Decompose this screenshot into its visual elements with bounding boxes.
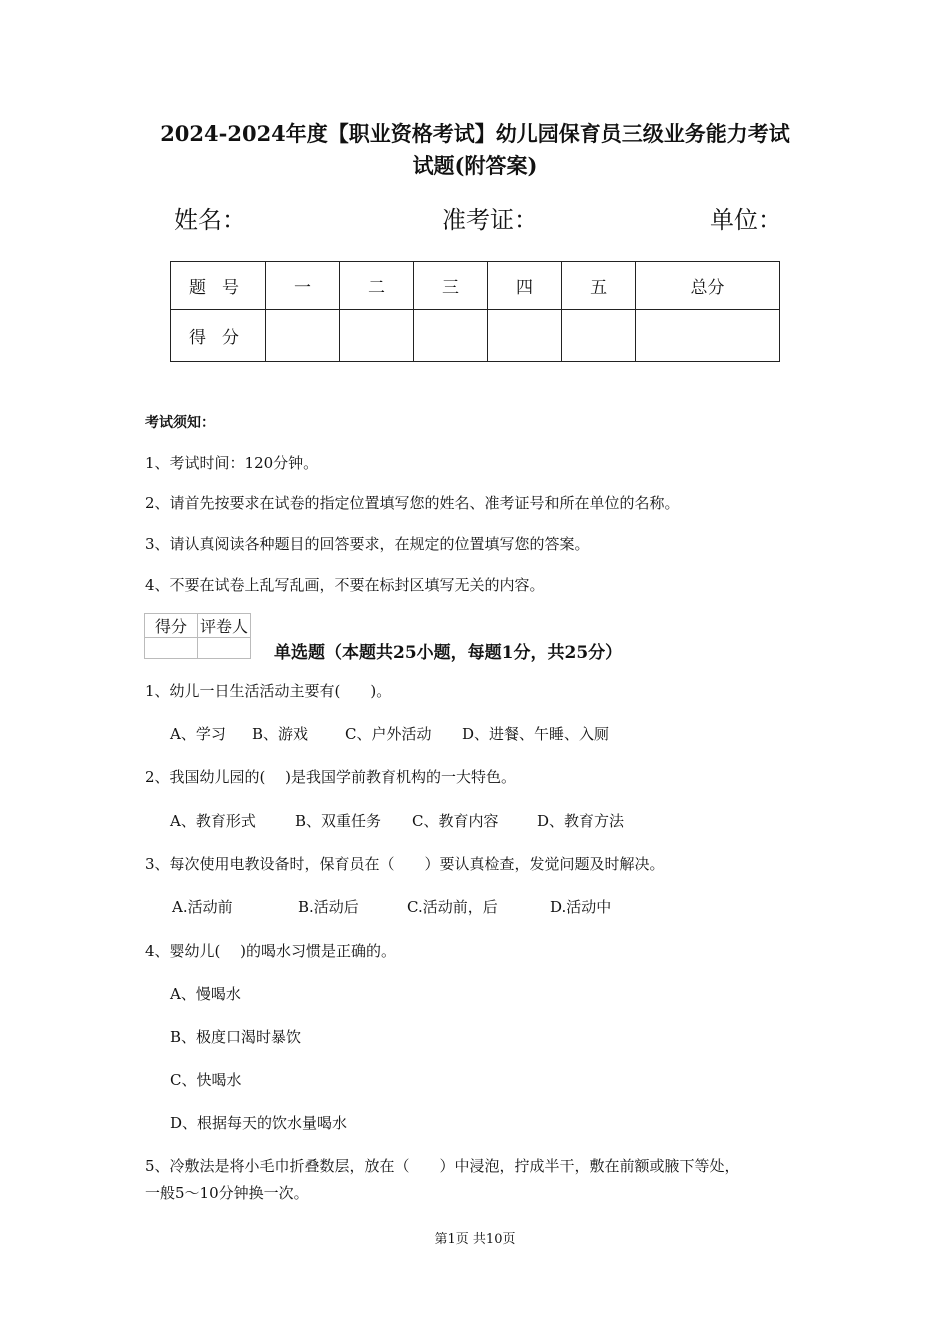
grader-score-label: 得分 [145,614,198,638]
name-label: 姓名： [174,206,246,234]
question-1-stem: 1、幼儿一日生活活动主要有( )。 [145,682,392,700]
column-2: 二 [340,262,414,310]
score-cell-4 [488,310,562,362]
document-title [120,118,830,182]
column-1: 一 [266,262,340,310]
question-4-stem: 4、婴幼儿( )的喝水习惯是正确的。 [145,942,397,960]
column-total: 总分 [636,262,780,310]
question-3-option-d: D.活动中 [550,898,612,916]
grader-name-label: 评卷人 [198,614,251,638]
notice-item-2: 2、请首先按要求在试卷的指定位置填写您的姓名、准考证号和所在单位的名称。 [145,494,680,512]
grader-box [144,613,251,659]
row-label-number: 题号 [171,262,266,310]
score-cell-3 [414,310,488,362]
question-5-stem-line-2: 一般5～10分钟换一次。 [145,1184,309,1202]
candidate-fields [0,200,950,240]
unit-label: 单位： [710,206,782,234]
question-4-option-b: B、极度口渴时暴饮 [170,1028,302,1046]
column-3: 三 [414,262,488,310]
question-5-stem-line-1: 5、冷敷法是将小毛巾折叠数层，放在（ ）中浸泡，拧成半干，敷在前额或腋下等处， [145,1157,740,1175]
title-line-1: 2024-2024年度【职业资格考试】幼儿园保育员三级业务能力考试 [160,121,790,146]
exam-id-label: 准考证： [442,206,538,234]
question-4-option-a: A、慢喝水 [170,985,241,1003]
question-1-option-b: B、游戏 [252,725,309,743]
title-line-2: 试题(附答案) [412,153,538,178]
section-title: 单选题（本题共25小题，每题1分，共25分） [274,643,623,663]
question-2-option-b: B、双重任务 [295,812,382,830]
question-3-option-b: B.活动后 [298,898,359,916]
score-table-score-row [171,310,780,362]
question-1-option-a: A、学习 [170,725,226,743]
question-1-option-d: D、进餐、午睡、入厕 [462,725,610,743]
page-footer: 第1页 共10页 [434,1232,516,1247]
notice-item-4: 4、不要在试卷上乱写乱画，不要在标封区填写无关的内容。 [145,576,545,594]
notice-item-1: 1、考试时间：120分钟。 [145,454,319,472]
score-cell-1 [266,310,340,362]
question-1-option-c: C、户外活动 [345,725,432,743]
question-2-option-d: D、教育方法 [537,812,625,830]
grader-score-cell [145,638,198,659]
score-table-header-row [171,262,780,310]
score-table [170,261,780,362]
question-3-stem: 3、每次使用电教设备时，保育员在（ ）要认真检查，发觉问题及时解决。 [145,855,665,873]
notice-heading: 考试须知： [145,415,215,431]
question-4-option-d: D、根据每天的饮水量喝水 [170,1114,348,1132]
question-2-option-a: A、教育形式 [170,812,256,830]
grader-name-cell [198,638,251,659]
score-cell-2 [340,310,414,362]
row-label-score: 得分 [171,310,266,362]
question-4-option-c: C、快喝水 [170,1071,242,1089]
score-cell-total [636,310,780,362]
score-cell-5 [562,310,636,362]
column-4: 四 [488,262,562,310]
notice-item-3: 3、请认真阅读各种题目的回答要求，在规定的位置填写您的答案。 [145,535,590,553]
question-2-option-c: C、教育内容 [412,812,499,830]
question-3-option-c: C.活动前，后 [407,898,498,916]
question-3-option-a: A.活动前 [172,898,233,916]
column-5: 五 [562,262,636,310]
question-2-stem: 2、我国幼儿园的( )是我国学前教育机构的一大特色。 [145,768,517,786]
